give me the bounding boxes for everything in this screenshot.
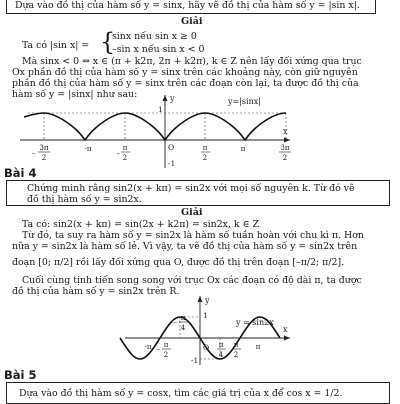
bai-4-line-6: đồ thị của hàm số y = sin2x trên R. bbox=[12, 286, 180, 297]
graph2-xtick-pi: π bbox=[255, 343, 261, 351]
graph2-xtick-minus-pi-4: π bbox=[180, 314, 186, 322]
graph2-tick-1: 1 bbox=[203, 311, 208, 320]
bai-4-line-5: Cuối cùng tịnh tiến song song với trục Ox các đoạn có độ dài π, ta được bbox=[22, 275, 362, 286]
graph2-origin-label: O bbox=[203, 343, 210, 352]
bai-4-box-line-2: đồ thị hàm số y = sin2x. bbox=[27, 194, 142, 205]
graph1-tick-1: 1 bbox=[158, 105, 163, 114]
solution-paragraph-line-4: hàm số y = |sinx| như sau: bbox=[12, 89, 138, 100]
graph2-xtick-minus-pi-2-sign: – bbox=[156, 345, 160, 353]
solution-paragraph-line-1: Mà sinx < 0 ⇔ x ∈ (π + k2π, 2π + k2π), k ∈ Z nên lấy đối xứng qua trục bbox=[22, 56, 362, 67]
case-negative: –sin x nếu sin x < 0 bbox=[112, 44, 205, 55]
bai-4-title: Bài 4 bbox=[4, 166, 37, 180]
case-positive: sinx nếu sin x ≥ 0 bbox=[112, 31, 197, 42]
graph1-xtick-minus-pi-2-sign: – bbox=[116, 149, 120, 157]
case-brace: { bbox=[100, 28, 116, 56]
graph2-xtick-minus-pi-4-den: 4 bbox=[180, 324, 186, 332]
graph1-xtick-minus-pi: -π bbox=[84, 145, 92, 153]
graph1-xtick-minus-pi-2-den: 2 bbox=[122, 154, 128, 162]
solution-paragraph-line-2: Ox phần đồ thị của hàm số y = sinx trên các khoảng này, còn giữ nguyên bbox=[12, 67, 358, 78]
graph1-x-label: x bbox=[283, 127, 288, 136]
graph1-xtick-pi-2: π bbox=[202, 144, 208, 152]
bai-4-box-line-1: Chứng minh rằng sin2(x + kπ) = sin2x với mọi số nguyên k. Từ đó vẽ bbox=[27, 183, 355, 194]
graph1-y-label: y bbox=[170, 94, 175, 103]
bai-4-line-3: nữa y = sin2x là hàm số lẻ. Vì vậy, ta vẽ đồ thị của hàm số y = sin2x trên bbox=[12, 241, 358, 252]
problem-3-text: Dựa vào đồ thị của hàm số y = sinx, hãy vẽ đồ thị của hàm số y = |sin x|. bbox=[15, 0, 360, 11]
graph2-x-label: x bbox=[283, 325, 288, 334]
bai-5-box-text: Dựa vào đồ thị hàm số y = cosx, tìm các giá trị của x để cos x = 1/2. bbox=[19, 388, 343, 399]
graph1-xtick-pi-2-den: 2 bbox=[202, 154, 208, 162]
graph1-xtick-minus-3pi-2-sign: – bbox=[31, 149, 35, 157]
graph1-xtick-minus-3pi-2: 3π bbox=[39, 144, 49, 152]
graph1-tick-minus-1: -1 bbox=[168, 159, 176, 168]
graph2-xtick-minus-pi-2: π bbox=[163, 341, 169, 349]
bai-4-solution-heading: Giải bbox=[181, 207, 203, 218]
graph1-xtick-minus-3pi-2-den: 2 bbox=[41, 154, 47, 162]
solution-paragraph-line-3: phần đồ thị của hàm số y = sinx trên các đoạn còn lại, ta được đồ thị của bbox=[12, 78, 359, 89]
bai-5-box bbox=[6, 382, 390, 404]
graph2-axes bbox=[125, 296, 290, 365]
graph1-xtick-minus-pi-2: π bbox=[122, 144, 128, 152]
graph2-curve-label: y = sin2x bbox=[236, 318, 274, 327]
graph1-xtick-pi: π bbox=[240, 145, 246, 153]
graph2-xtick-minus-pi: -π bbox=[144, 343, 152, 351]
graph1-curve-label: y=|sinx| bbox=[228, 97, 261, 106]
graph2-xtick-pi-2-den: 2 bbox=[233, 351, 239, 359]
graph2-tick-minus-1: -1 bbox=[191, 356, 199, 365]
graph2-xtick-pi-4-den: 4 bbox=[218, 351, 224, 359]
bai-4-line-1: Ta có: sin2(x + kπ) = sin(2x + k2π) = sin2x, k ∈ Z bbox=[22, 219, 260, 230]
solution-heading: Giải bbox=[181, 16, 203, 27]
bai-4-line-4: đoạn [0; π/2] rồi lấy đối xứng qua O, được đồ thị trên đoạn [–π/2; π/2]. bbox=[12, 257, 345, 268]
graph2-y-label: y bbox=[205, 296, 210, 305]
graph2-xtick-pi-4: π bbox=[218, 341, 224, 349]
bai-4-line-2: Từ đó, ta suy ra hàm số y = sin2x là hàm số tuần hoàn với chu kì π. Hơn bbox=[22, 230, 364, 241]
graph1-xtick-3pi-2-den: 2 bbox=[282, 154, 288, 162]
graph2-xtick-minus-pi-2-den: 2 bbox=[163, 351, 169, 359]
graph2-xtick-pi-2: π bbox=[233, 341, 239, 349]
abs-sin-definition-prefix: Ta có |sin x| = bbox=[22, 40, 90, 51]
graph1-xtick-3pi-2: 3π bbox=[280, 144, 290, 152]
graph1-origin-label: O bbox=[168, 143, 175, 152]
bai-5-title: Bài 5 bbox=[4, 368, 37, 382]
graph2-xtick-minus-pi-4-sign: – bbox=[173, 318, 177, 326]
